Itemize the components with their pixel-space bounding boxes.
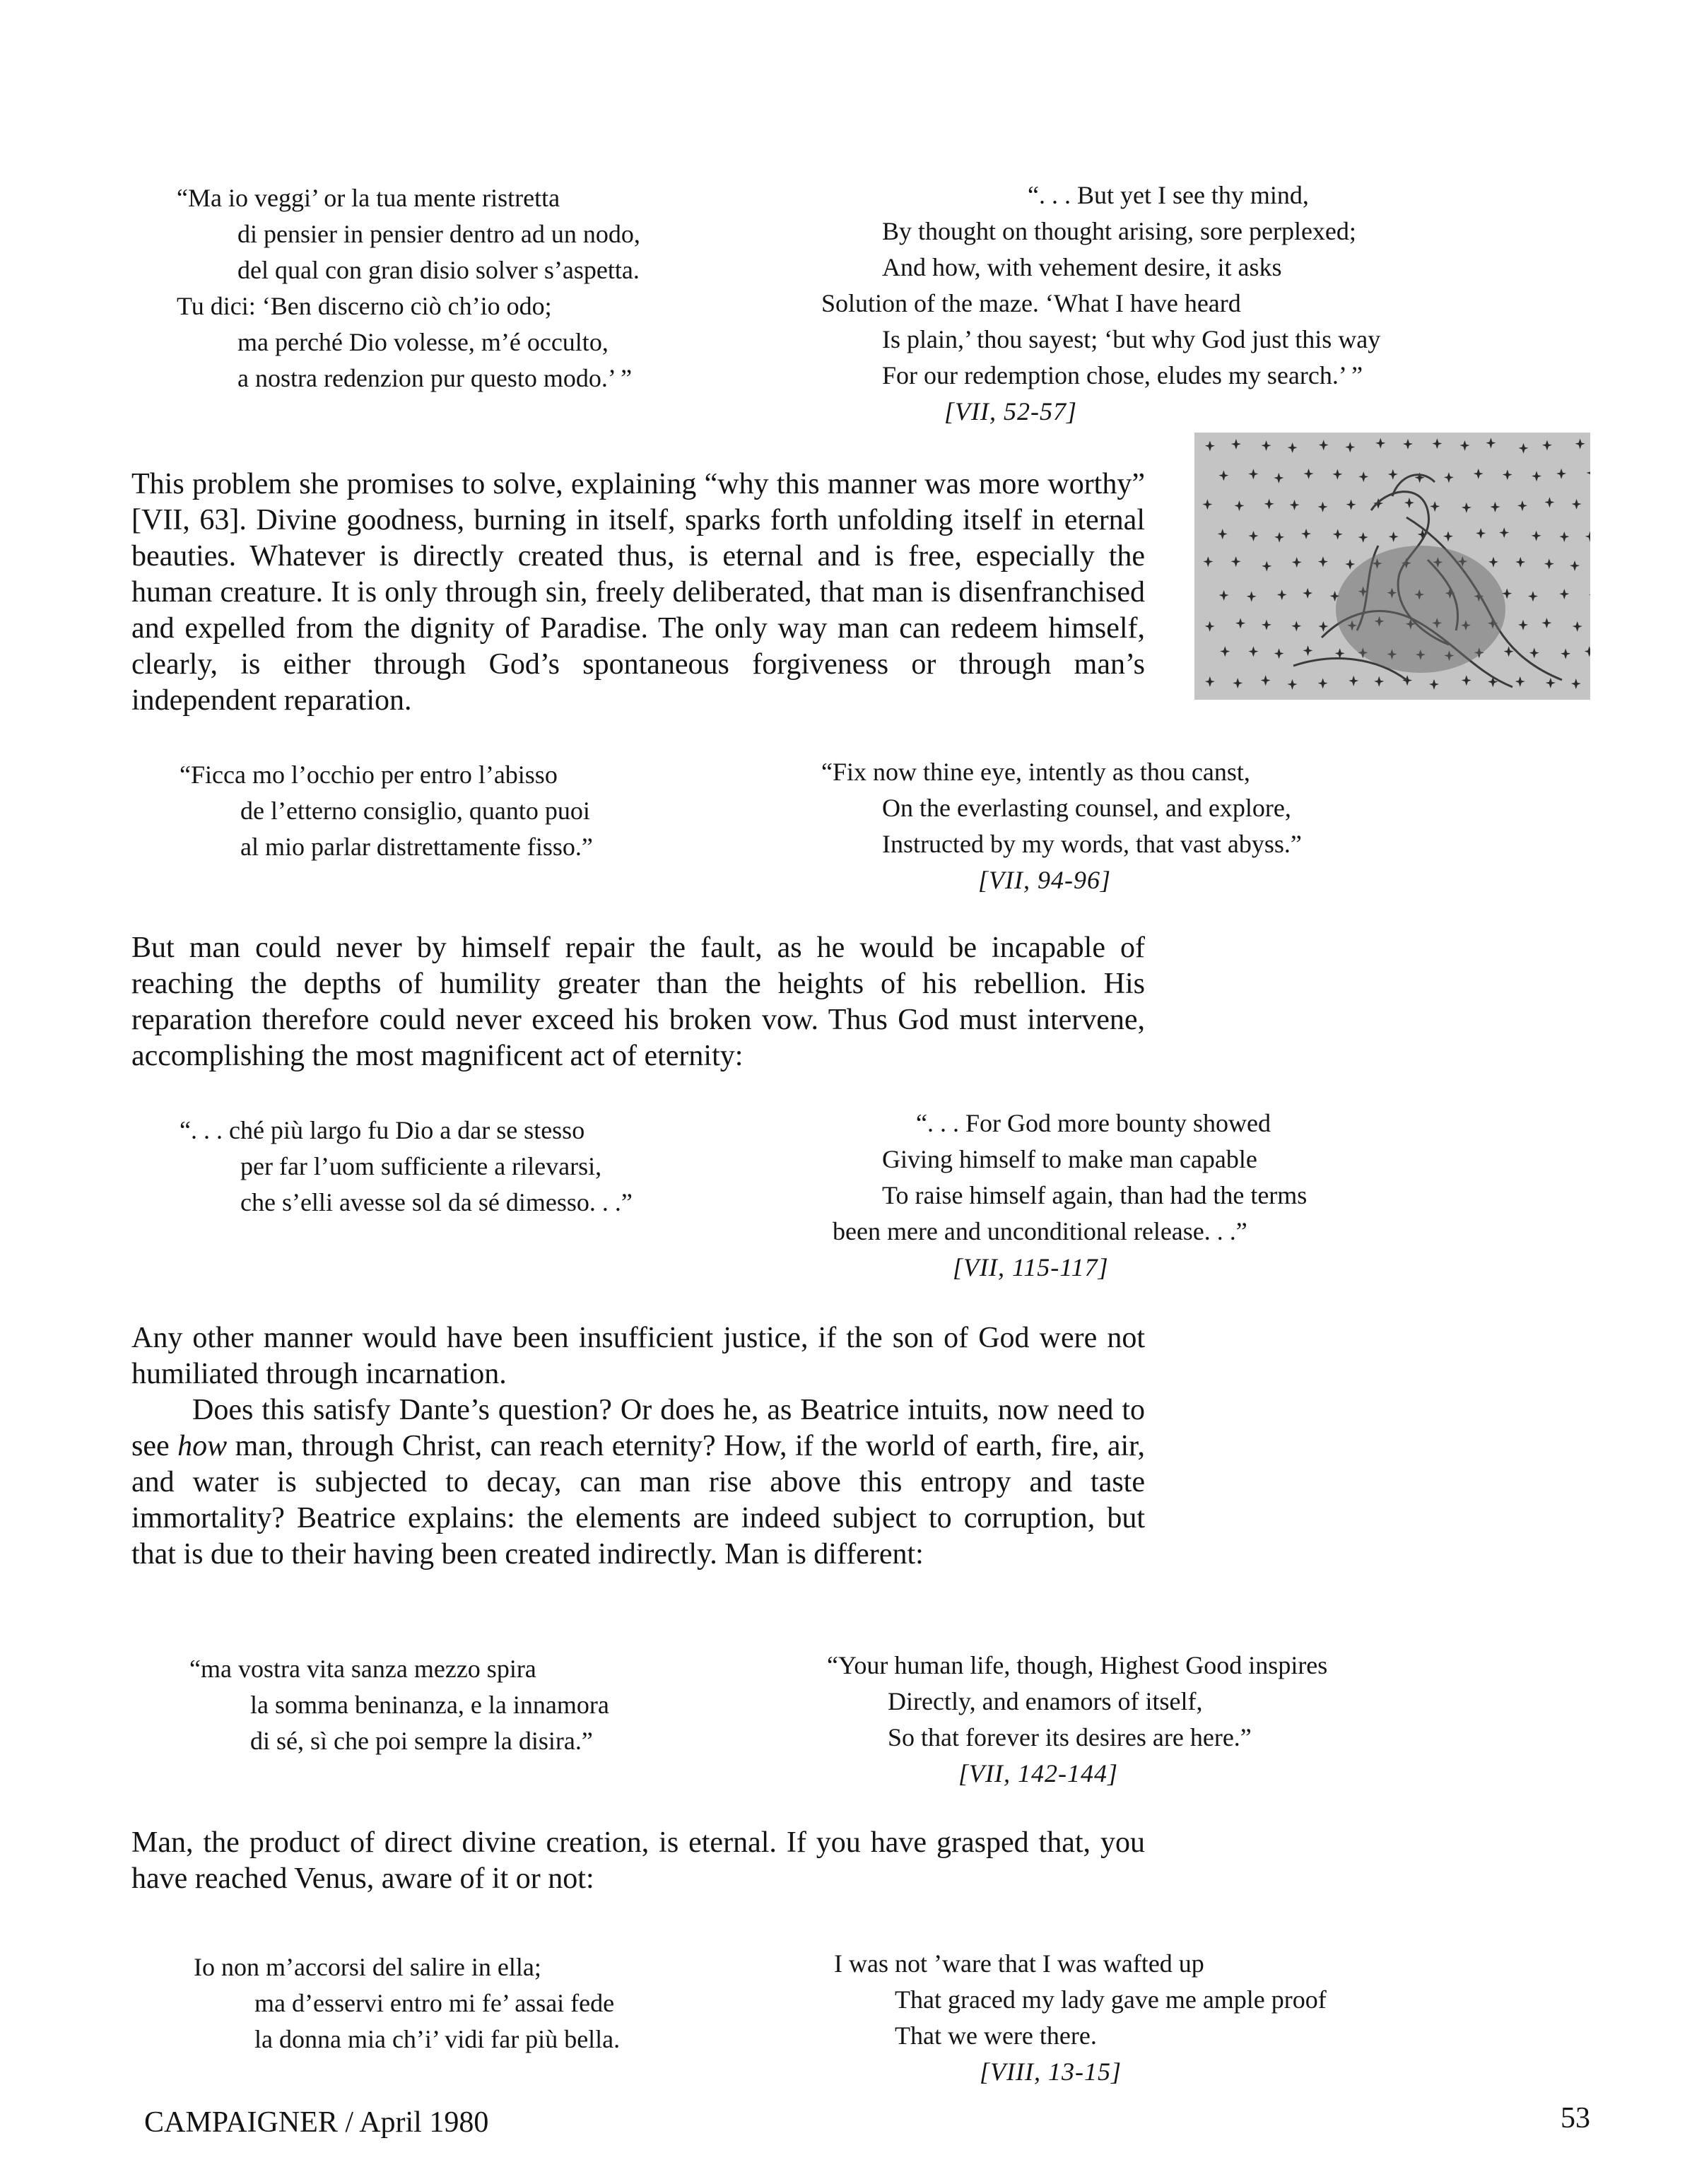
- verse-line: che s’elli avesse sol da sé dimesso. . .”: [240, 1188, 633, 1216]
- paragraph-text: Any other manner would have been insufficient justice, if the son of God were not humiliated through incarnation.: [131, 1322, 1145, 1390]
- verse-line: la somma beninanza, e la innamora: [250, 1691, 609, 1719]
- paragraph: [131, 930, 1145, 1074]
- paragraph: [131, 1825, 1145, 1897]
- verse-line: Directly, and enamors of itself,: [888, 1687, 1203, 1715]
- verse-line: di pensier in pensier dentro ad un nodo,: [237, 220, 640, 248]
- verse-line: al mio parlar distrettamente fisso.”: [240, 833, 593, 861]
- verse-english-1: [821, 177, 1380, 430]
- verse-italian-5: [194, 1949, 620, 2057]
- citation: [VII, 52-57]: [944, 397, 1077, 425]
- verse-line: “. . . For God more bounty showed: [916, 1109, 1271, 1137]
- verse-line: a nostra redenzion pur questo modo.’ ”: [237, 364, 633, 392]
- verse-line: de l’etterno consiglio, quanto puoi: [240, 797, 590, 825]
- text-run: Does this satisfy Dante’s question? Or does he, as Beatrice intuits, now need to see: [131, 1394, 1145, 1462]
- verse-line: “Ficca mo l’occhio per entro l’abisso: [180, 761, 558, 789]
- verse-english-2: [821, 754, 1302, 898]
- verse-line: That graced my lady gave me ample proof: [895, 1985, 1327, 2014]
- verse-line: del qual con gran disio solver s’aspetta.: [237, 256, 640, 284]
- emphasis: how: [177, 1430, 228, 1462]
- verse-line: di sé, sì che poi sempre la disira.”: [250, 1727, 593, 1755]
- citation: [VII, 94-96]: [978, 866, 1111, 894]
- verse-italian-3: [180, 1112, 633, 1221]
- verse-italian-2: [180, 757, 593, 865]
- paragraph-text: Man, the product of direct divine creation, is eternal. If you have grasped that, you have reached Venus, aware of it or not:: [131, 1826, 1145, 1895]
- verse-line: been mere and unconditional release. . .”: [833, 1217, 1247, 1245]
- verse-line: To raise himself again, than had the terms: [882, 1181, 1308, 1209]
- text-run: man, through Christ, can reach eternity? How, if the world of earth, fire, air, and water is subjected to decay, can man rise above this entropy and taste immortality? Beatrice explains: the elements are indeed subject to corruption, but that is due to their having been created indirectly. Man is different:: [131, 1430, 1145, 1571]
- paragraph-text: This problem she promises to solve, explaining “why this manner was more worthy” [VII, 63]. Divine goodness, burning in itself, sparks forth unfolding itself in eternal beauties. Whatever is directly created thus, is eternal and is free, especially the human creature. It is only through sin, freely deliberated, that man is disenfranchised and expelled from the dignity of Paradise. The only way man can redeem himself, clearly, is either through God’s spontaneous forgiveness or through man’s independent reparation.: [131, 468, 1145, 717]
- verse-line: Giving himself to make man capable: [882, 1145, 1257, 1173]
- illustration-image: [1194, 433, 1590, 700]
- verse-english-5: [834, 1946, 1327, 2090]
- verse-line: ma d’esservi entro mi fe’ assai fede: [254, 1989, 615, 2017]
- verse-line: Is plain,’ thou sayest; ‘but why God just this way: [882, 325, 1381, 353]
- paragraph-text: [131, 1392, 1145, 1573]
- citation: [VII, 142-144]: [958, 1759, 1118, 1787]
- verse-line: la donna mia ch’i’ vidi far più bella.: [254, 2025, 621, 2053]
- verse-line: “. . . But yet I see thy mind,: [1028, 181, 1309, 209]
- citation: [VIII, 13-15]: [980, 2057, 1122, 2086]
- verse-line: Solution of the maze. ‘What I have heard: [821, 289, 1241, 317]
- verse-line: ma perché Dio volesse, m’é occulto,: [237, 328, 609, 356]
- verse-line: “ma vostra vita sanza mezzo spira: [189, 1655, 536, 1683]
- verse-english-4: [827, 1648, 1327, 1792]
- paragraph-text: But man could never by himself repair the fault, as he would be incapable of reaching the depths of humility greater than the heights of his rebellion. His reparation therefore could never exceed his broken vow. Thus God must intervene, accomplishing the most magnificent act of eternity:: [131, 932, 1145, 1072]
- verse-line: On the everlasting counsel, and explore,: [882, 794, 1291, 822]
- page-number: 53: [1561, 2102, 1590, 2135]
- paragraph: [131, 1320, 1145, 1573]
- verse-italian-1: [177, 180, 640, 397]
- verse-line: “Fix now thine eye, intently as thou canst,: [821, 758, 1250, 786]
- verse-line: And how, with vehement desire, it asks: [882, 253, 1282, 281]
- verse-line: For our redemption chose, eludes my search.’ ”: [882, 361, 1363, 389]
- verse-line: “Your human life, though, Highest Good inspires: [827, 1651, 1328, 1679]
- verse-line: That we were there.: [895, 2021, 1097, 2050]
- publication-footer: CAMPAIGNER / April 1980: [144, 2106, 489, 2139]
- verse-line: By thought on thought arising, sore perplexed;: [882, 217, 1356, 245]
- verse-italian-4: [189, 1651, 609, 1759]
- paragraph: [131, 466, 1145, 719]
- citation: [VII, 115-117]: [953, 1253, 1109, 1281]
- verse-line: Io non m’accorsi del salire in ella;: [194, 1953, 541, 1981]
- verse-english-3: [833, 1105, 1307, 1286]
- verse-line: “Ma io veggi’ or la tua mente ristretta: [177, 184, 560, 212]
- verse-line: Instructed by my words, that vast abyss.”: [882, 830, 1302, 858]
- verse-line: I was not ’ware that I was wafted up: [834, 1949, 1204, 1978]
- verse-line: Tu dici: ‘Ben discerno ciò ch’io odo;: [177, 292, 552, 320]
- verse-line: So that forever its desires are here.”: [888, 1723, 1252, 1751]
- verse-line: per far l’uom sufficiente a rilevarsi,: [240, 1152, 602, 1180]
- verse-line: “. . . ché più largo fu Dio a dar se stesso: [180, 1116, 585, 1144]
